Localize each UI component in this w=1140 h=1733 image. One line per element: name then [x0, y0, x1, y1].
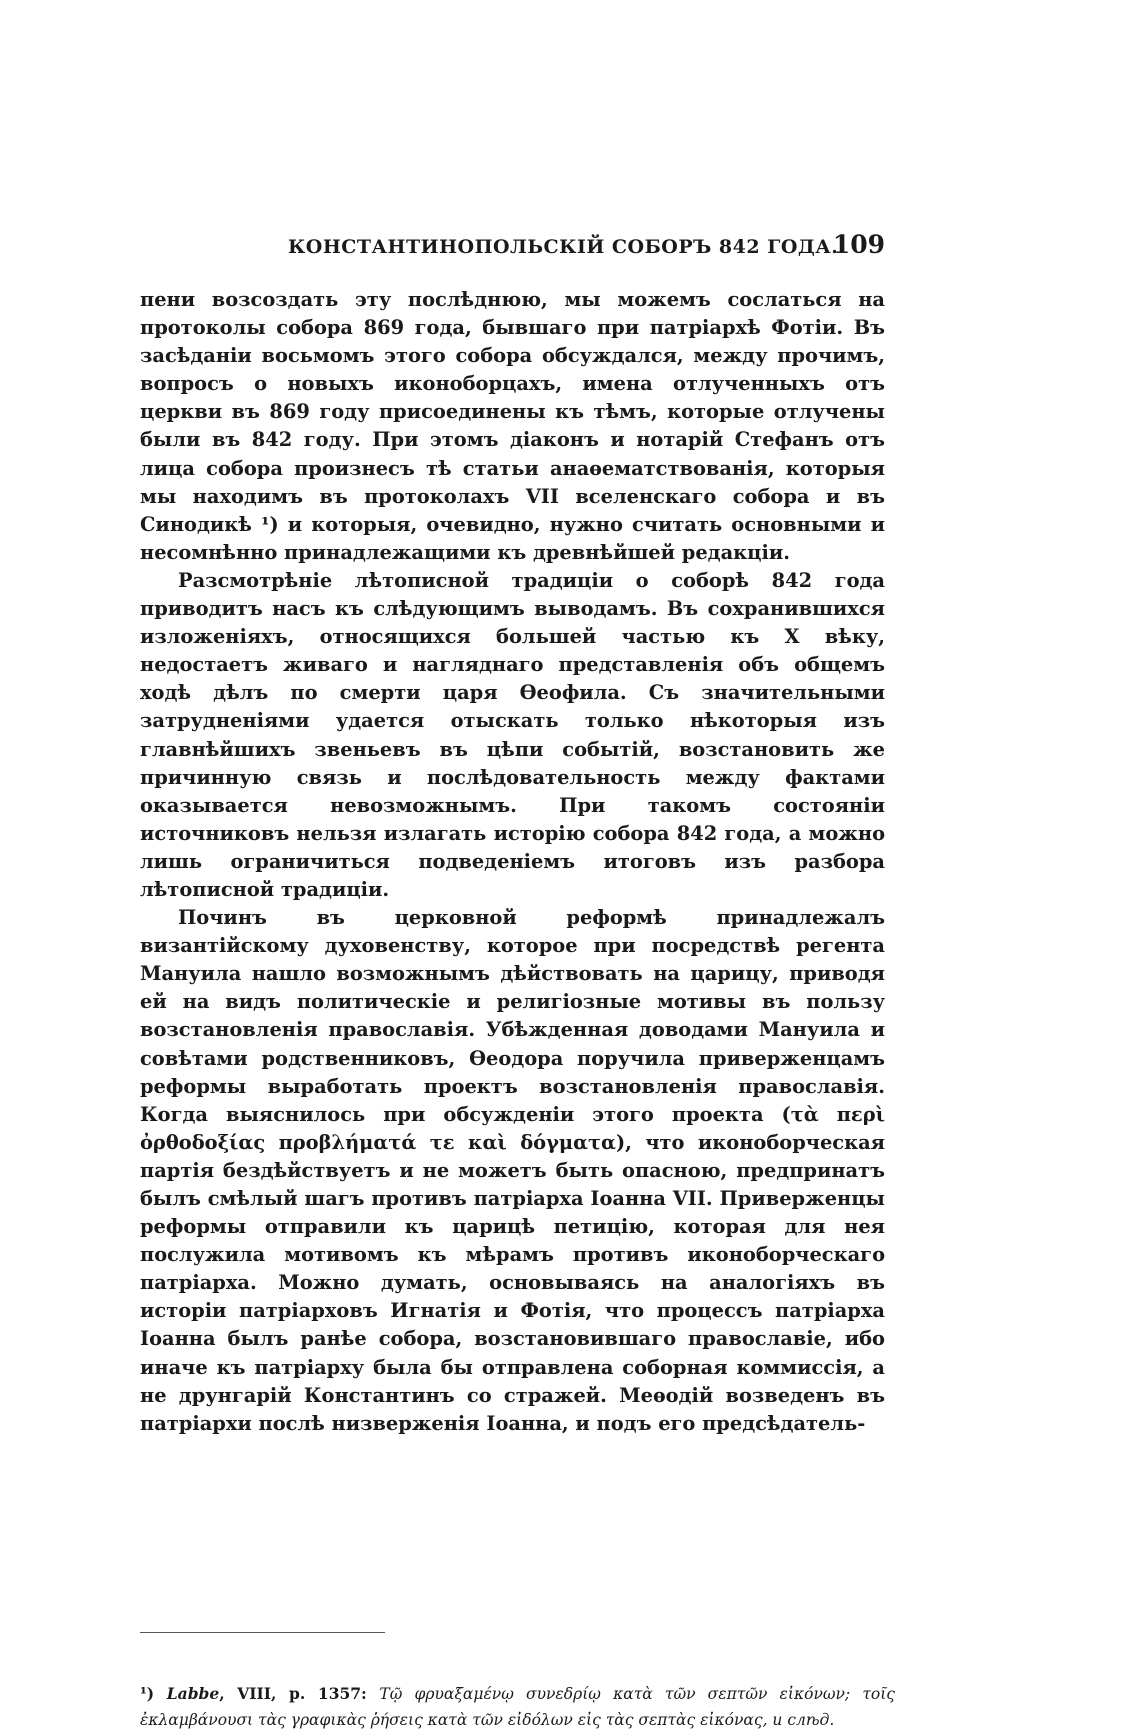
paragraph-church-reform: Починъ въ церковной реформѣ принадлежалъ византійскому духовенству, которое при посредствѣ регента Мануила нашло возможнымъ дѣйствовать на царицу, приводя ей на видъ политическіе и религіозные мотивы въ пользу возстановленія православія. Убѣжденная доводами Мануила и совѣтами родственниковъ, Ѳеодора поручила приверженцамъ реформы выработать проектъ возстановленія православія. Когда выяснилось при обсужденіи этого проекта (τὰ περὶ ὀρθοδοξίας προβλήματά τε καὶ δόγματα), что иконоборческая партія бездѣйствуетъ и не можетъ быть опасною, предпринатъ былъ смѣлый шагъ противъ патріарха Іоанна VII. Приверженцы реформы отправили къ царицѣ петицію, которая для нея послужила мотивомъ къ мѣрамъ противъ иконоборческаго патріарха. Можно думать, основываясь на аналогіяхъ въ исторіи патріарховъ Игнатія и Фотія, что процессъ патріарха Іоанна былъ ранѣе собора, возстановившаго православіе, ибо иначе къ патріарху была бы отправлена соборная коммиссія, а не друнгарій Константинъ со стражей. Меѳодій возведенъ въ патріархи послѣ низверженія Іоанна, и подъ его предсѣдатель-: [140, 906, 885, 1435]
paragraph-continuation: пени возсоздать эту послѣднюю, мы можемъ сослаться на протоколы собора 869 года, бывшаго при патріархѣ Фотіи. Въ засѣданіи восьмомъ этого собора обсуждался, между прочимъ, вопросъ о новыхъ иконоборцахъ, имена отлученныхъ отъ церкви въ 869 году присоединены къ тѣмъ, которые отлучены были въ 842 году. При этомъ діаконъ и нотарій Стефанъ отъ лица собора произнесъ тѣ статьи анаѳематствованія, которыя мы находимъ въ протоколахъ VII вселенскаго собора и въ Синодикѣ ¹) и которыя, очевидно, нужно считать основными и несомнѣнно принадлежащими къ древнѣйшей редакціи.: [140, 288, 885, 564]
page-number: 109: [832, 230, 885, 259]
footnote-reference: , VIII, p. 1357:: [219, 1684, 367, 1703]
footnote: [140, 1681, 895, 1733]
main-text: [140, 286, 885, 1438]
footnote-marker: ¹): [140, 1684, 155, 1703]
footnote-divider: [140, 1632, 385, 1633]
footnote-author: Labbe: [166, 1684, 220, 1703]
page-header: [140, 230, 885, 266]
paragraph-chronicle-review: Разсмотрѣніе лѣтописной традиціи о соборѣ 842 года приводитъ насъ къ слѣдующимъ выводамъ. Въ сохранившихся изложеніяхъ, относящихся большей частью къ X вѣку, недостаетъ живаго и нагляднаго представленія объ общемъ ходѣ дѣлъ по смерти царя Ѳеофила. Съ значительными затрудненіями удается отыскать только нѣкоторыя изъ главнѣйшихъ звеньевъ въ цѣпи событій, возстановить же причинную связь и послѣдовательность между фактами оказывается невозможнымъ. При такомъ состояніи источниковъ нельзя излагать исторію собора 842 года, а можно лишь ограничиться подведеніемъ итоговъ изъ разбора лѣтописной традиціи.: [140, 568, 885, 901]
running-title: КОНСТАНТИНОПОЛЬСКІЙ СОБОРЪ 842 ГОДА.: [288, 236, 839, 258]
footnote-quote: Τῷ φρυαξαμένῳ συνεδρίῳ κατὰ τῶν σεπτῶν εἰκόνων; τοῖς ἐκλαμβάνουσι τὰς γραφικὰς ῥήσεις κατὰ τῶν εἰδόλων εἰς τὰς σεπτὰς εἰκόνας, и слѣд.: [140, 1685, 895, 1729]
